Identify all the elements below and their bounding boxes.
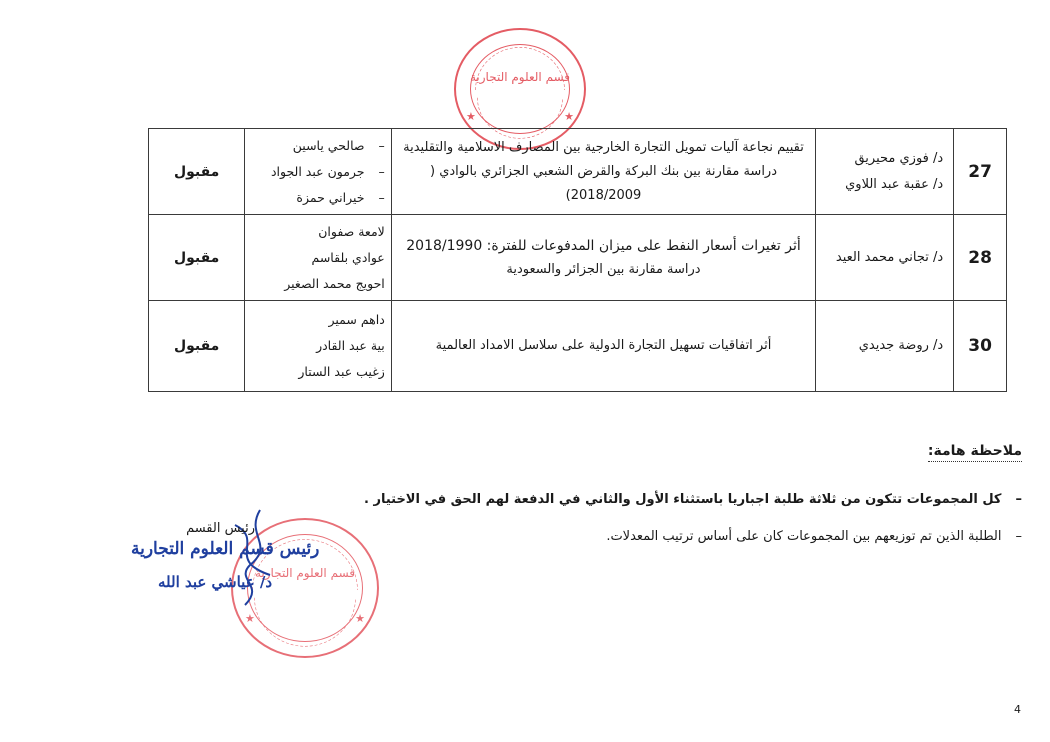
students-cell xyxy=(245,129,391,215)
stamp-center-text: قسم العلوم التجارية xyxy=(469,70,571,85)
subject-line: أثر اتفاقيات تسهيل التجارة الدولية على سلاسل الامداد العالمية xyxy=(435,338,772,353)
supervisor-name: د/ فوزي محيريق xyxy=(854,150,944,166)
page-number: 4 xyxy=(1014,703,1021,716)
star-icon: ★ xyxy=(564,110,574,123)
students-cell xyxy=(245,215,391,301)
student-name: احويج محمد الصغير xyxy=(284,275,385,291)
projects-table xyxy=(148,128,1007,392)
table-row xyxy=(149,215,1007,301)
row-number: 28 xyxy=(954,215,1007,301)
students-cell xyxy=(245,301,391,392)
supervisor-name: د/ روضة جديدي xyxy=(858,338,944,353)
subject-line: تقييم نجاعة آليات تمويل التجارة الخارجية بين المصارف الاسلامية والتقليدية xyxy=(403,139,804,155)
note-bullet-text: كل المجموعات تتكون من ثلاثة طلبة اجباريا باستثناء الأول والثاني في الدفعة لهم الحق في الاختيار . xyxy=(364,492,1002,507)
subject-line: دراسة مقارنة بين الجزائر والسعودية xyxy=(506,261,701,277)
star-icon: ★ xyxy=(466,110,476,123)
status-cell: مقبول xyxy=(149,129,245,215)
subject-cell xyxy=(391,301,815,392)
bullet-dash: – xyxy=(1015,492,1022,507)
stamp-center-text: قسم العلوم التجارية xyxy=(254,566,356,581)
note-bullet xyxy=(364,492,1022,507)
supervisor-name: د/ عقبة عبد اللاوي xyxy=(845,176,944,192)
signature-line: رئيس قسم العلوم التجارية xyxy=(131,539,320,559)
star-icon: ★ xyxy=(245,612,255,625)
note-bullet-text: الطلبة الذين تم توزيعهم بين المجموعات كان على أساس ترتيب المعدلات. xyxy=(606,529,1002,544)
student-name: داهم سمير xyxy=(328,312,385,327)
subject-cell xyxy=(391,129,815,215)
supervisors-cell xyxy=(816,129,954,215)
table-row xyxy=(149,129,1007,215)
student-name: لامعة صفوان xyxy=(318,223,385,239)
table-row xyxy=(149,301,1007,392)
subject-line: أثر تغيرات أسعار النفط على ميزان المدفوعات للفترة: 2018/1990 xyxy=(406,237,801,254)
student-name: – صالحي ياسين xyxy=(245,133,384,159)
student-name: – جرمون عبد الجواد xyxy=(245,159,384,185)
status-cell: مقبول xyxy=(149,301,245,392)
subject-line: دراسة مقارنة بين بنك البركة والقرض الشعبي الجزائري بالوادي ( 2018/2009) xyxy=(430,163,777,203)
student-name: عوادي بلقاسم xyxy=(311,249,385,265)
student-name: بية عبد القادر xyxy=(316,338,385,353)
bullet-dash: – xyxy=(1015,529,1022,544)
star-icon: ★ xyxy=(355,612,365,625)
supervisor-name: د/ تجاني محمد العيد xyxy=(835,249,944,265)
note-title: ملاحظة هامة: xyxy=(928,443,1022,462)
signature-title: رئيس القسم xyxy=(186,521,255,536)
supervisors-cell xyxy=(816,301,954,392)
status-cell: مقبول xyxy=(149,215,245,301)
student-name: زغيب عبد الستار xyxy=(298,364,385,379)
subject-cell xyxy=(391,215,815,301)
row-number: 27 xyxy=(954,129,1007,215)
row-number: 30 xyxy=(954,301,1007,392)
signature-block xyxy=(135,521,255,536)
signature-line: د/ عياشي عبد الله xyxy=(158,573,273,591)
note-bullet xyxy=(606,529,1022,544)
supervisors-cell xyxy=(816,215,954,301)
student-name: – خيراني حمزة xyxy=(245,185,384,211)
